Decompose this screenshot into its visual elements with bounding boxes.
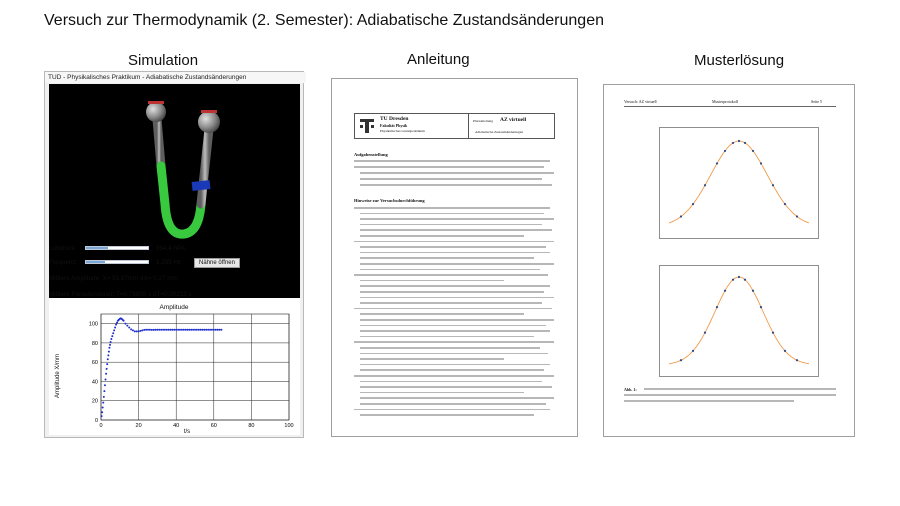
text-line xyxy=(360,319,554,321)
u-tube-illustration xyxy=(49,84,300,301)
doc-exp-name: AZ virtuell xyxy=(500,117,527,123)
data-point xyxy=(106,368,108,370)
data-point xyxy=(170,329,172,331)
text-line xyxy=(360,184,552,186)
text-line xyxy=(360,285,550,287)
data-point xyxy=(128,326,130,328)
resonance-point xyxy=(680,359,682,361)
data-point xyxy=(105,379,107,381)
resonance-point xyxy=(732,279,734,281)
text-line xyxy=(354,166,544,168)
frequenz-value: 1.255 Hz xyxy=(156,259,182,266)
text-line xyxy=(644,388,836,390)
data-point xyxy=(200,329,202,331)
data-point xyxy=(168,329,170,331)
chart-title: Amplitude xyxy=(159,304,189,311)
data-point xyxy=(181,329,183,331)
text-line xyxy=(360,392,524,394)
slide-title: Versuch zur Thermodynamik (2. Semester): Adiabatische Zustandsänderungen xyxy=(44,12,604,29)
data-point xyxy=(108,347,110,349)
doc-exp-label: Platzanleitung xyxy=(473,119,494,123)
resonance-point xyxy=(738,140,740,142)
sol-caption-label: Abb. 1: xyxy=(624,387,637,392)
data-point xyxy=(103,396,105,398)
data-point xyxy=(183,329,185,331)
x-tick-label: 100 xyxy=(284,423,294,429)
text-line xyxy=(360,369,544,371)
x-tick-label: 80 xyxy=(248,423,255,429)
y-tick-label: 20 xyxy=(91,398,98,405)
data-point xyxy=(145,329,147,331)
period-readout: Mittlere Periodendauer: T=0.78855 s dT=0.00212 s xyxy=(49,291,192,298)
data-point xyxy=(103,390,105,392)
data-point xyxy=(151,329,153,331)
data-point xyxy=(185,329,187,331)
text-line xyxy=(360,291,544,293)
data-point xyxy=(179,329,181,331)
resonance-point xyxy=(692,203,694,205)
data-point xyxy=(109,344,111,346)
data-point xyxy=(218,329,220,331)
text-line xyxy=(360,302,542,304)
resonance-plot-bottom xyxy=(659,265,819,377)
resonance-point xyxy=(772,332,774,334)
data-point xyxy=(164,329,166,331)
data-point xyxy=(173,329,175,331)
text-line xyxy=(360,280,504,282)
data-point xyxy=(192,329,194,331)
text-line xyxy=(360,229,552,231)
data-point xyxy=(203,329,205,331)
data-point xyxy=(132,329,134,331)
data-point xyxy=(139,330,141,332)
data-point xyxy=(101,411,103,413)
text-line xyxy=(354,274,548,276)
data-point xyxy=(115,324,117,326)
text-line xyxy=(360,381,542,383)
text-line xyxy=(360,246,546,248)
data-point xyxy=(155,329,157,331)
data-point xyxy=(196,329,198,331)
text-line xyxy=(360,336,534,338)
resonance-point xyxy=(784,350,786,352)
text-line xyxy=(360,313,524,315)
sol-header-rule xyxy=(624,106,836,107)
text-line xyxy=(360,235,524,237)
text-line xyxy=(624,400,794,402)
data-point xyxy=(104,384,106,386)
data-point xyxy=(205,329,207,331)
y-tick-label: 60 xyxy=(91,360,98,367)
data-point xyxy=(143,329,145,331)
resonance-point xyxy=(716,162,718,164)
data-point xyxy=(112,332,114,334)
resonance-point xyxy=(724,150,726,152)
x-tick-label: 60 xyxy=(210,423,217,429)
doc-exp-subtitle: Adiabatische Zustandsänderungen xyxy=(475,130,524,134)
text-line xyxy=(360,263,554,265)
data-point xyxy=(198,329,200,331)
data-point xyxy=(217,329,219,331)
text-line xyxy=(360,414,534,416)
resonance-point xyxy=(704,332,706,334)
data-point xyxy=(194,329,196,331)
doc-section-hints: Hinweise zur Versuchsdurchführung xyxy=(354,198,425,203)
text-line xyxy=(360,172,554,174)
data-point xyxy=(130,328,132,330)
text-line xyxy=(360,325,546,327)
data-point xyxy=(156,329,158,331)
y-tick-label: 100 xyxy=(88,321,98,328)
luftdruck-value: 994.4 hPA xyxy=(156,245,185,252)
y-tick-label: 40 xyxy=(91,379,98,386)
y-axis-label: Amplitude X/mm xyxy=(55,353,61,399)
data-point xyxy=(160,329,162,331)
resonance-point xyxy=(724,290,726,292)
resonance-point xyxy=(752,290,754,292)
data-point xyxy=(166,329,168,331)
text-line xyxy=(624,394,836,396)
text-line xyxy=(360,358,504,360)
amplitude-plot-panel xyxy=(49,298,300,435)
resonance-point xyxy=(784,203,786,205)
text-line xyxy=(354,409,550,411)
data-point xyxy=(107,354,109,356)
resonance-point xyxy=(760,162,762,164)
window-titlebar: TUD - Physikalisches Praktikum - Adiabatische Zustandsänderungen xyxy=(45,72,306,83)
data-point xyxy=(102,402,104,404)
data-point xyxy=(123,320,125,322)
resonance-point xyxy=(692,350,694,352)
resonance-point xyxy=(744,279,746,281)
resonance-point xyxy=(680,215,682,217)
data-point xyxy=(171,329,173,331)
solution-document xyxy=(603,84,855,437)
data-point xyxy=(111,335,113,337)
data-point xyxy=(114,326,116,328)
data-point xyxy=(105,373,107,375)
data-point xyxy=(102,406,104,408)
data-point xyxy=(116,322,118,324)
data-point xyxy=(202,329,204,331)
data-point xyxy=(177,329,179,331)
simulation-window xyxy=(44,71,304,438)
frequenz-slider-fill xyxy=(86,261,105,263)
resonance-point xyxy=(752,150,754,152)
data-point xyxy=(110,341,112,343)
data-point xyxy=(101,415,103,417)
simulation-heading: Simulation xyxy=(128,52,199,69)
open-seams-button[interactable]: Nähne öffnen xyxy=(194,258,240,268)
resonance-point xyxy=(796,215,798,217)
frequenz-slider[interactable] xyxy=(85,260,149,264)
text-line xyxy=(360,269,540,271)
data-point xyxy=(207,329,209,331)
text-line xyxy=(354,160,550,162)
data-point xyxy=(215,329,217,331)
text-line xyxy=(360,178,542,180)
data-point xyxy=(106,363,108,365)
data-point xyxy=(209,329,211,331)
frequenz-label: Frequenz: xyxy=(49,259,78,266)
sol-header-right: Seite 5 xyxy=(811,99,822,104)
sol-header-left: Versuch: AZ virtuell xyxy=(624,99,657,104)
text-line xyxy=(360,297,554,299)
amplitude-chart xyxy=(49,298,300,435)
data-point xyxy=(124,323,126,325)
x-tick-label: 40 xyxy=(173,423,180,429)
data-point xyxy=(138,330,140,332)
data-point xyxy=(108,351,110,353)
text-line xyxy=(360,330,550,332)
resonance-point xyxy=(704,184,706,186)
data-point xyxy=(158,329,160,331)
text-line xyxy=(360,364,550,366)
data-point xyxy=(147,329,149,331)
amplitude-readout: Mittlere Amplitude: X= 93.67mm dX= 0.27 mm xyxy=(49,275,178,282)
doc-header-divider xyxy=(468,113,469,138)
sol-header-mid: Musterprotokoll xyxy=(712,99,738,104)
3d-viewport[interactable] xyxy=(49,84,300,301)
data-point xyxy=(126,325,128,327)
text-line xyxy=(354,241,554,243)
data-point xyxy=(113,329,115,331)
y-tick-label: 80 xyxy=(91,340,98,347)
text-line xyxy=(360,224,542,226)
resonance-point xyxy=(772,184,774,186)
x-tick-label: 20 xyxy=(135,423,142,429)
text-line xyxy=(360,213,544,215)
solution-heading: Musterlösung xyxy=(694,52,785,69)
data-point xyxy=(186,329,188,331)
text-line xyxy=(360,257,534,259)
text-line xyxy=(360,252,550,254)
instructions-heading: Anleitung xyxy=(407,51,470,68)
luftdruck-slider[interactable] xyxy=(85,246,149,250)
data-point xyxy=(141,329,143,331)
resonance-point xyxy=(738,276,740,278)
doc-uni: TU Dresden xyxy=(380,116,409,122)
data-point xyxy=(107,358,109,360)
luftdruck-label: Luftdruck: xyxy=(49,245,77,252)
text-line xyxy=(360,403,546,405)
doc-section-task: Aufgabenstellung xyxy=(354,152,388,157)
luftdruck-slider-fill xyxy=(86,247,108,249)
resonance-point xyxy=(744,142,746,144)
data-point xyxy=(134,330,136,332)
data-point xyxy=(162,329,164,331)
text-line xyxy=(354,375,554,377)
x-tick-label: 0 xyxy=(99,423,103,429)
data-point xyxy=(110,338,112,340)
y-tick-label: 0 xyxy=(94,418,98,424)
text-line xyxy=(360,347,540,349)
doc-faculty: Fakultät Physik xyxy=(380,123,408,128)
resonance-point xyxy=(732,142,734,144)
resonance-plot-top xyxy=(659,127,819,239)
data-point xyxy=(153,329,155,331)
data-point xyxy=(220,329,222,331)
text-line xyxy=(360,397,554,399)
resonance-point xyxy=(760,306,762,308)
doc-practicum: Physikalisches Grundpraktikum xyxy=(380,129,425,133)
data-point xyxy=(213,329,215,331)
data-point xyxy=(136,330,138,332)
data-point xyxy=(188,329,190,331)
x-axis-label: t/s xyxy=(183,429,191,435)
resonance-point xyxy=(796,359,798,361)
data-point xyxy=(175,329,177,331)
data-point xyxy=(190,329,192,331)
data-point xyxy=(149,329,151,331)
text-line xyxy=(360,353,548,355)
text-line xyxy=(360,218,554,220)
data-point xyxy=(211,329,213,331)
text-line xyxy=(360,386,552,388)
resonance-point xyxy=(716,306,718,308)
tud-logo-icon xyxy=(358,117,376,135)
text-line xyxy=(354,308,552,310)
text-line xyxy=(354,207,550,209)
text-line xyxy=(354,341,554,343)
instructions-document xyxy=(331,78,578,437)
